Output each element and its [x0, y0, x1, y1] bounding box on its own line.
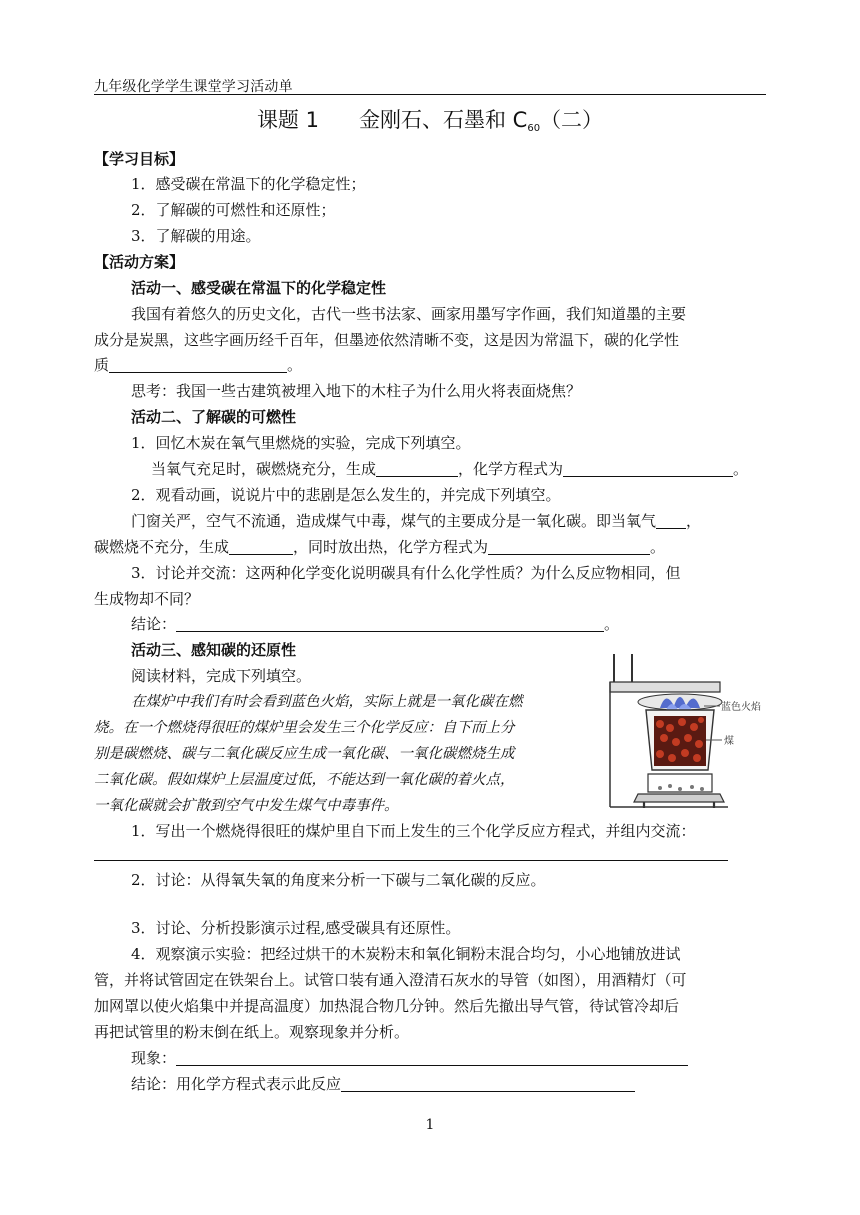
- title-main: 金刚石、石墨和 C: [358, 108, 528, 132]
- activity3-q3: 3．讨论、分析投影演示过程,感受碳具有还原性。: [131, 919, 461, 937]
- answer-line[interactable]: [94, 860, 728, 861]
- answer-blank[interactable]: [488, 539, 650, 555]
- activity2-q3: 生成物却不同？: [94, 590, 200, 608]
- fill-text: 。: [604, 615, 620, 633]
- answer-blank[interactable]: [563, 461, 733, 477]
- activity2-q2-fill: [131, 511, 701, 531]
- conclusion-row: [131, 1074, 635, 1094]
- answer-blank[interactable]: [229, 539, 293, 555]
- coal-stove-illustration: [608, 652, 770, 810]
- title-subscript: 60: [527, 123, 541, 134]
- answer-blank[interactable]: [109, 357, 287, 373]
- think-question: 思考：我国一些古建筑被埋入地下的木柱子为什么用火将表面烧焦？: [131, 382, 582, 400]
- activity1-paragraph: 成分是炭黑，这些字画历经千百年，但墨迹依然清晰不变，这是因为常温下，碳的化学性: [94, 331, 680, 349]
- activity3-q4: 4．观察演示实验：把经过烘干的木炭粉末和氧化铜粉末混合均匀，小心地铺放进试: [131, 945, 681, 963]
- activity1-text: 。: [287, 356, 303, 374]
- activity2-q1: 1．回忆木炭在氧气里燃烧的实验，完成下列填空。: [131, 434, 471, 452]
- activity3-q2: 2．讨论：从得氧失氧的角度来分析一下碳与二氧化碳的反应。: [131, 871, 546, 889]
- answer-blank[interactable]: [376, 461, 458, 477]
- activity3-q4: 管，并将试管固定在铁架台上。试管口装有通入澄清石灰水的导管（如图），用酒精灯（可: [94, 971, 687, 989]
- activity2-q2: 2．观看动画，说说片中的悲剧是怎么发生的，并完成下列填空。: [131, 486, 561, 504]
- fill-text: 当氧气充足时，碳燃烧充分，生成: [151, 460, 377, 478]
- activity3-q4: 加网罩以使火焰集中并提高温度）加热混合物几分钟。然后先撤出导气管，待试管冷却后: [94, 997, 680, 1015]
- fill-text: 碳燃烧不充分，生成: [94, 538, 230, 556]
- objective-item: 1．感受碳在常温下的化学稳定性；: [131, 175, 366, 193]
- phenomenon-label: 现象：: [131, 1049, 177, 1067]
- phenomenon-row: [131, 1048, 688, 1068]
- conclusion-label: 结论：用化学方程式表示此反应: [131, 1075, 342, 1093]
- activity2-q1-fill: [151, 459, 748, 479]
- coal-label: 煤: [724, 736, 734, 747]
- activity1-paragraph-end: [94, 355, 302, 375]
- activity2-title: 活动二、了解碳的可燃性: [131, 408, 297, 426]
- answer-blank[interactable]: [176, 1050, 688, 1066]
- fill-text: ，同时放出热，化学方程式为: [293, 538, 489, 556]
- activity1-text: 质: [94, 356, 110, 374]
- activity2-conclusion: [131, 614, 619, 634]
- reading-material-line: 烧。在一个燃烧得很旺的煤炉里会发生三个化学反应：自下而上分: [94, 720, 515, 736]
- activity1-paragraph: 我国有着悠久的历史文化，古代一些书法家、画家用墨写字作画，我们知道墨的主要: [131, 305, 687, 323]
- fill-text: 。: [650, 538, 666, 556]
- fill-text: ，化学方程式为: [458, 460, 564, 478]
- activity3-read: 阅读材料，完成下列填空。: [131, 667, 312, 685]
- reading-material-line: 二氧化碳。假如煤炉上层温度过低，不能达到一氧化碳的着火点，: [94, 772, 515, 788]
- activity3-q4: 再把试管里的粉末倒在纸上。观察现象并分析。: [94, 1023, 410, 1041]
- page-number: 1: [425, 1117, 435, 1133]
- objective-item: 2．了解碳的可燃性和还原性；: [131, 201, 336, 219]
- reading-material-line: 别是碳燃烧、碳与二氧化碳反应生成一氧化碳、一氧化碳燃烧生成: [94, 746, 515, 762]
- title-suffix: （二）: [540, 108, 604, 132]
- activity2-q3: 3．讨论并交流：这两种化学变化说明碳具有什么化学性质？为什么反应物相同，但: [131, 564, 681, 582]
- plan-heading: 【活动方案】: [94, 253, 185, 271]
- fill-text: 门窗关严，空气不流通，造成煤气中毒，煤气的主要成分是一氧化碳。即当氧气: [131, 512, 657, 530]
- coal-stove-figure: [608, 652, 770, 810]
- objectives-heading: 【学习目标】: [94, 150, 185, 168]
- answer-blank[interactable]: [176, 616, 604, 632]
- conclusion-label: 结论：: [131, 615, 177, 633]
- objective-item: 3．了解碳的用途。: [131, 227, 261, 245]
- answer-blank[interactable]: [656, 513, 686, 529]
- flame-label: 蓝色火焰: [721, 702, 761, 713]
- title-prefix: 课题 1: [256, 108, 319, 132]
- header-rule: [94, 94, 766, 95]
- lesson-title: [0, 104, 860, 134]
- fill-text: ，: [686, 512, 702, 530]
- fill-text: 。: [733, 460, 749, 478]
- page-header: 九年级化学学生课堂学习活动单: [94, 79, 293, 95]
- activity3-q1: 1．写出一个燃烧得很旺的煤炉里自下而上发生的三个化学反应方程式，并组内交流：: [131, 822, 696, 840]
- reading-material-line: 在煤炉中我们有时会看到蓝色火焰，实际上就是一氧化碳在燃: [131, 694, 523, 710]
- activity1-title: 活动一、感受碳在常温下的化学稳定性: [131, 279, 387, 297]
- activity2-q2-fill: [94, 537, 665, 557]
- answer-blank[interactable]: [341, 1076, 635, 1092]
- reading-material-line: 一氧化碳就会扩散到空气中发生煤气中毒事件。: [94, 798, 399, 814]
- activity3-title: 活动三、感知碳的还原性: [131, 641, 297, 659]
